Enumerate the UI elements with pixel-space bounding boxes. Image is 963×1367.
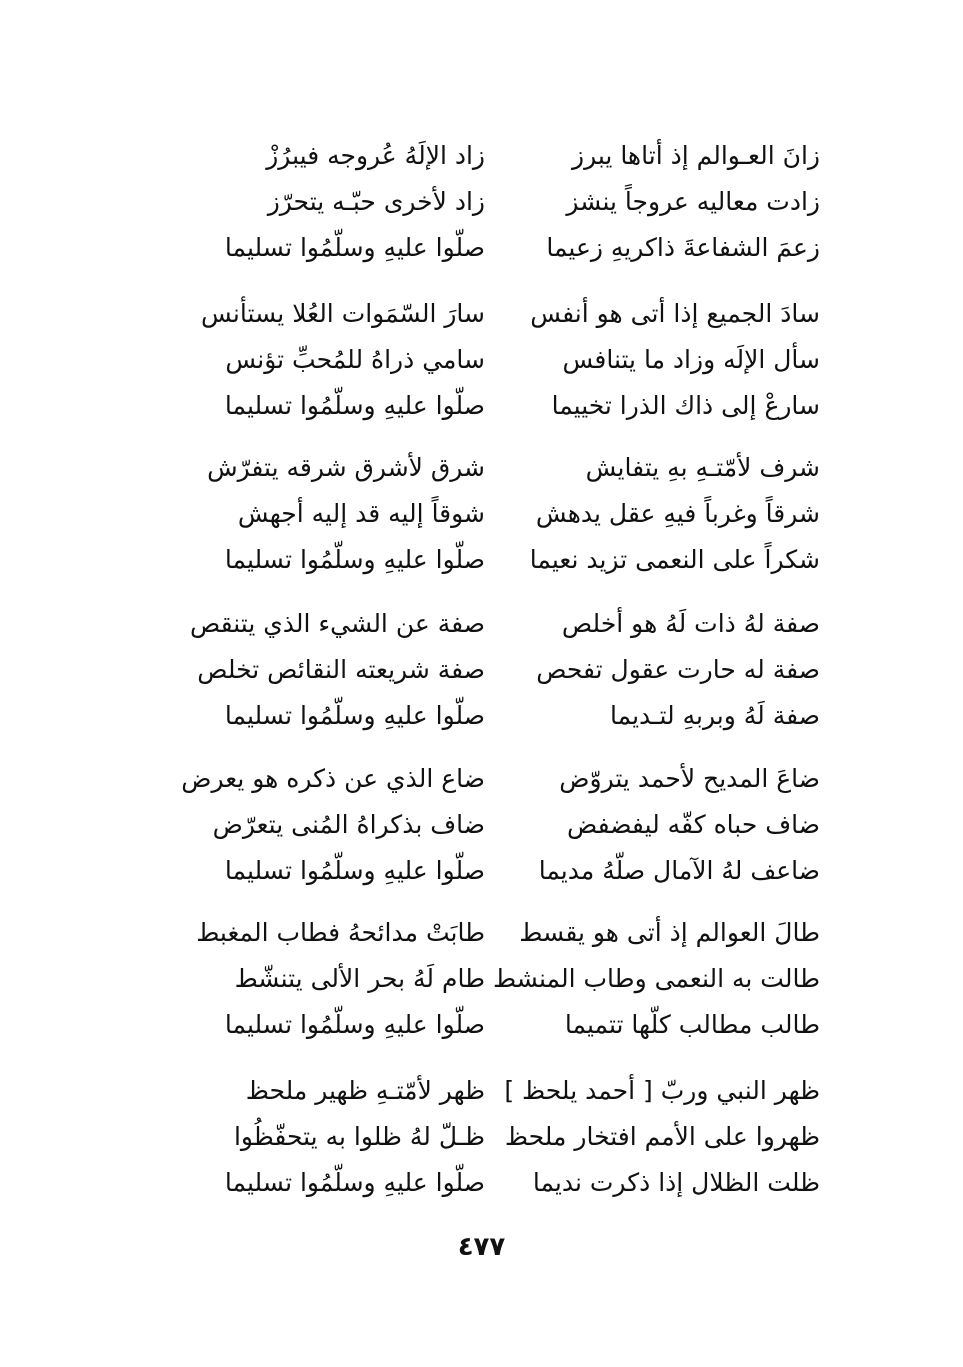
refrain-hemistich: صلّوا عليهِ وسلّمُوا تسليما	[224, 1010, 485, 1039]
verse-line	[190, 1114, 820, 1160]
verse-line	[190, 1002, 820, 1048]
stanza-1	[190, 133, 820, 271]
second-hemistich: طام لَهُ بحر الألى يتنشّط	[234, 964, 485, 993]
second-hemistich: صفة شريعته النقائص تخلص	[197, 655, 485, 684]
refrain-hemistich: صلّوا عليهِ وسلّمُوا تسليما	[224, 391, 485, 420]
verse-line	[190, 179, 820, 225]
second-hemistich: سارَ السّمَوات العُلا يستأنس	[201, 299, 485, 328]
verse-line	[190, 910, 820, 956]
refrain-hemistich: صلّوا عليهِ وسلّمُوا تسليما	[224, 545, 485, 574]
first-hemistich: سارعْ إلى ذاك الذرا تخييما	[551, 391, 820, 420]
verse-line	[190, 225, 820, 271]
second-hemistich: شوقاً إليه قد إليه أجهش	[237, 499, 485, 528]
first-hemistich: طالب مطالب كلّها تتميما	[564, 1010, 820, 1039]
first-hemistich: سادَ الجميع إذا أتى هو أنفس	[530, 299, 820, 328]
first-hemistich: شرف لأمّتـهِ بهِ يتفايش	[585, 453, 820, 482]
first-hemistich: ظلت الظلال إذا ذكرت نديما	[532, 1168, 820, 1197]
verse-line	[190, 1068, 820, 1114]
verse-line	[190, 848, 820, 894]
first-hemistich: طالَ العوالم إذ أتى هو يقسط	[519, 918, 820, 947]
stanza-4	[190, 601, 820, 739]
second-hemistich: زاد الإلَهُ عُروجه فيبرُزْ	[266, 141, 485, 170]
first-hemistich: ضاعَ المديح لأحمد يتروّض	[559, 764, 820, 793]
verse-line	[190, 445, 820, 491]
verse-line	[190, 956, 820, 1002]
second-hemistich: شرق لأشرق شرقه يتفرّش	[207, 453, 485, 482]
second-hemistich: طابَتْ مدائحهُ فطاب المغبط	[196, 918, 485, 947]
verse-line	[190, 491, 820, 537]
verse-line	[190, 802, 820, 848]
first-hemistich: زانَ العـوالم إذ أتاها يبرز	[572, 141, 820, 170]
second-hemistich: ضاع الذي عن ذكره هو يعرض	[181, 764, 485, 793]
second-hemistich: ظهر لأمّتـهِ ظهير ملحظ	[245, 1076, 485, 1105]
verse-line	[190, 601, 820, 647]
verse-line	[190, 383, 820, 429]
stanza-3	[190, 445, 820, 583]
verse-line	[181, 756, 820, 802]
refrain-hemistich: صلّوا عليهِ وسلّمُوا تسليما	[224, 233, 485, 262]
first-hemistich: شكراً على النعمى تزيد نعيما	[529, 545, 820, 574]
second-hemistich: زاد لأخرى حبّـه يتحرّز	[267, 187, 485, 216]
refrain-hemistich: صلّوا عليهِ وسلّمُوا تسليما	[224, 1168, 485, 1197]
stanza-2	[190, 291, 820, 429]
first-hemistich: شرقاً وغرباً فيهِ عقل يدهش	[535, 499, 820, 528]
first-hemistich: سأل الإلَه وزاد ما يتنافس	[562, 345, 820, 374]
first-hemistich: ظهروا على الأمم افتخار ملحظ	[504, 1122, 820, 1151]
first-hemistich: ضاعف لهُ الآمال صلّهُ مديما	[538, 856, 820, 885]
stanza-5	[181, 756, 820, 894]
first-hemistich: صفة لهُ ذات لَهُ هو أخلص	[561, 609, 820, 638]
verse-line	[190, 337, 820, 383]
first-hemistich: زعمَ الشفاعةَ ذاكريهِ زعيما	[546, 233, 820, 262]
first-hemistich: زادت معاليه عروجاً ينشز	[566, 187, 820, 216]
verse-line	[190, 291, 820, 337]
first-hemistich: ظهر النبي وربّ [ أحمد يلحظ ]	[504, 1076, 820, 1105]
verse-line	[190, 537, 820, 583]
second-hemistich: ضاف بذكراهُ المُنى يتعرّض	[212, 810, 485, 839]
second-hemistich: ظـلّ لهُ ظلوا به يتحفّظُوا	[233, 1122, 485, 1151]
refrain-hemistich: صلّوا عليهِ وسلّمُوا تسليما	[224, 856, 485, 885]
first-hemistich: طالت به النعمى وطاب المنشط	[492, 964, 820, 993]
stanza-6	[190, 910, 820, 1048]
second-hemistich: صفة عن الشيء الذي يتنقص	[189, 609, 485, 638]
verse-line	[190, 1160, 820, 1206]
verse-line	[190, 647, 820, 693]
first-hemistich: صفة لَهُ وبربهِ لتـديما	[610, 701, 820, 730]
verse-line	[190, 693, 820, 739]
page-number: ٤٧٧	[457, 1232, 506, 1262]
second-hemistich: سامي ذراهُ للمُحبِّ تؤنس	[225, 345, 485, 374]
refrain-hemistich: صلّوا عليهِ وسلّمُوا تسليما	[224, 701, 485, 730]
verse-line	[190, 133, 820, 179]
stanza-7	[190, 1068, 820, 1206]
first-hemistich: ضاف حباه كفّه ليفضفض	[566, 810, 820, 839]
first-hemistich: صفة له حارت عقول تفحص	[536, 655, 820, 684]
